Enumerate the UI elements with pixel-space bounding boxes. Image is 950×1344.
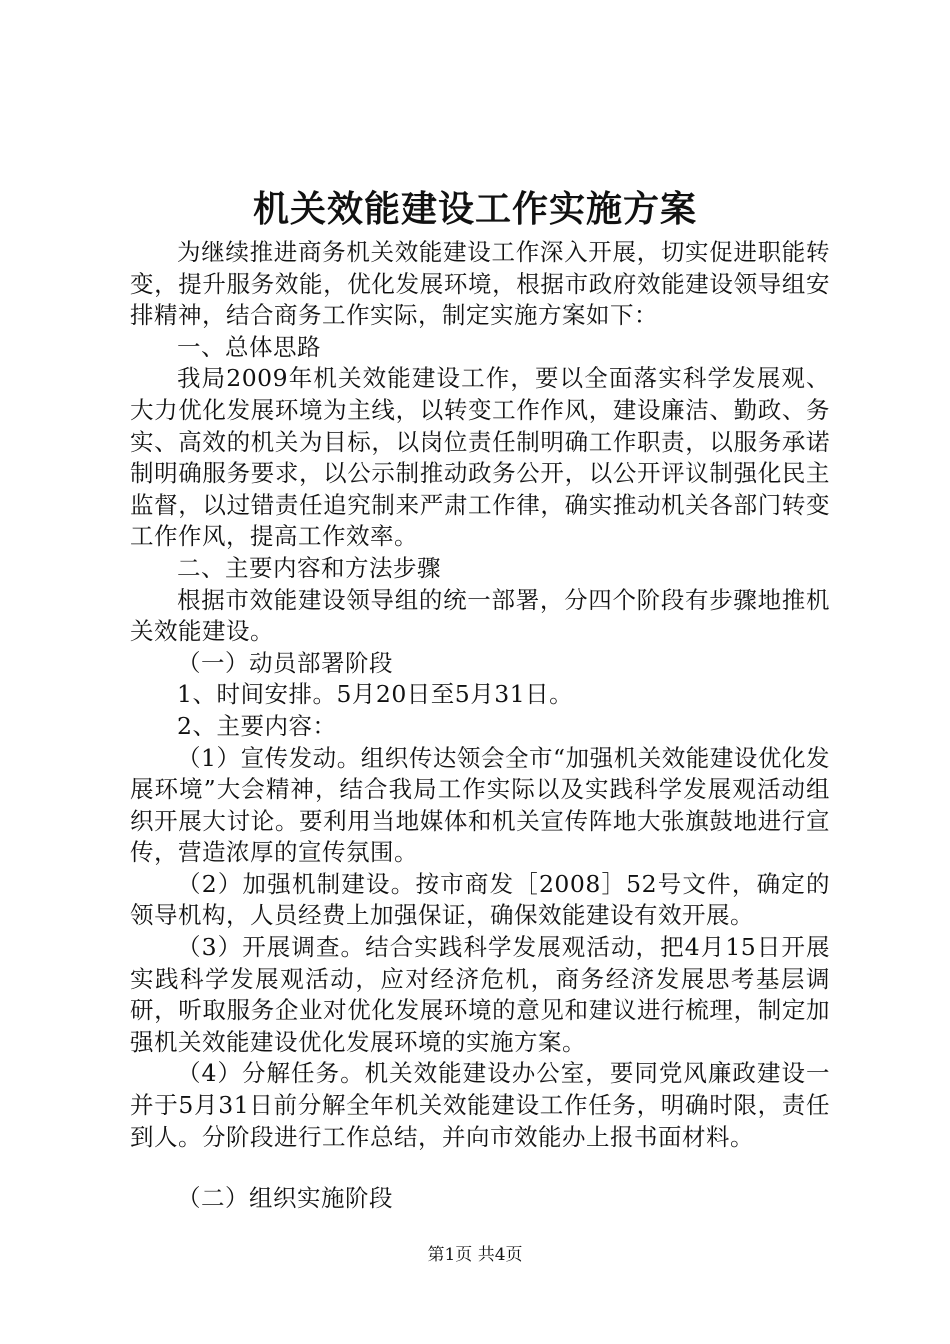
page-number-footer: 第1页 共4页 xyxy=(427,1245,523,1265)
main-content-paragraph: 根据市效能建设领导组的统一部署，分四个阶段有步骤地推机关效能建设。 xyxy=(130,585,830,646)
document-title: 机关效能建设工作实施方案 xyxy=(252,188,697,230)
task-breakdown-item: （4）分解任务。机关效能建设办公室，要同党风廉政建设一并于5月31日前分解全年机关效能建设工作任务，明确时限，责任到人。分阶段进行工作总结，并向市效能办上报书面材料。 xyxy=(130,1059,830,1151)
mechanism-item: （2）加强机制建设。按市商发［2008］52号文件，确定的领导机构，人员经费上加强保证，确保效能建设有效开展。 xyxy=(130,869,830,930)
overall-approach-paragraph: 我局2009年机关效能建设工作，要以全面落实科学发展观、大力优化发展环境为主线，以转变工作作风，建设廉洁、勤政、务实、高效的机关为目标，以岗位责任制明确工作职责，以服务承诺制明确服务要求，以公示制推动政务公开，以公开评议制强化民主监督，以过错责任追究制来严肃工作律，确实推动机关各部门转变工作作风，提高工作效率。 xyxy=(130,364,830,551)
intro-paragraph: 为继续推进商务机关效能建设工作深入开展，切实促进职能转变，提升服务效能，优化发展环境，根据市政府效能建设领导组安排精神，结合商务工作实际，制定实施方案如下： xyxy=(130,238,830,330)
publicity-item: （1）宣传发动。组织传达领会全市“加强机关效能建设优化发展环境”大会精神，结合我局工作实际以及实践科学发展观活动组织开展大讨论。要利用当地媒体和机关宣传阵地大张旗鼓地进行宣传，营造浓厚的宣传氛围。 xyxy=(130,743,830,867)
subsection-heading-mobilization: （一）动员部署阶段 xyxy=(177,648,393,677)
section-heading-main-content: 二、主要内容和方法步骤 xyxy=(177,553,441,582)
investigation-item: （3）开展调查。结合实践科学发展观活动，把4月15日开展实践科学发展观活动，应对经济危机，商务经济发展思考基层调研，听取服务企业对优化发展环境的意见和建议进行梳理，制定加强机关效能建设优化发展环境的实施方案。 xyxy=(130,933,830,1056)
section-heading-overall-approach: 一、总体思路 xyxy=(177,332,321,361)
schedule-item: 1、时间安排。5月20日至5月31日。 xyxy=(177,680,574,709)
document-body xyxy=(130,237,830,1215)
subsection-heading-implementation: （二）组织实施阶段 xyxy=(177,1184,393,1213)
main-content-item: 2、主要内容： xyxy=(177,711,337,740)
